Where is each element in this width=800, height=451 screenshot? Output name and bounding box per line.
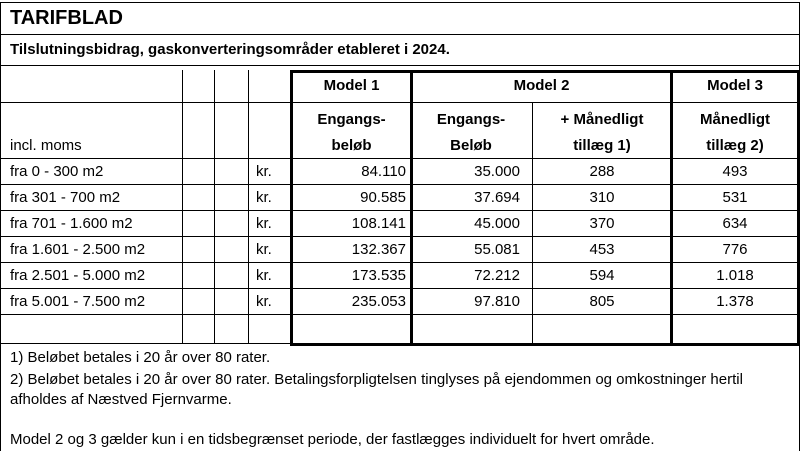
model2-once-line2: Beløb (450, 137, 492, 154)
model1-sub-line1: Engangs- (317, 111, 386, 128)
model2-month-line1: + Månedligt (560, 111, 644, 128)
row-model2-month: 453 (589, 241, 615, 258)
row-model1: 84.110 (361, 163, 406, 180)
grid-line-v1 (182, 70, 183, 343)
title-divider (0, 34, 800, 35)
page-title: TARIFBLAD (10, 7, 123, 29)
model2-month-line2: tillæg 1) (573, 137, 631, 154)
row-unit: kr. (256, 293, 272, 310)
footnote-2-line2: afholdes af Næstved Fjernvarme. (10, 391, 232, 408)
model3-header: Model 3 (707, 77, 763, 94)
row-model3: 531 (722, 189, 748, 206)
row-model1: 235.053 (351, 293, 406, 310)
row-unit: kr. (256, 215, 272, 232)
row-model2-once: 55.081 (474, 241, 520, 258)
row-model1: 108.141 (351, 215, 406, 232)
row-model3: 1.018 (716, 267, 754, 284)
model1-header: Model 1 (323, 77, 380, 94)
row-model2-month: 805 (589, 293, 615, 310)
row-range: fra 701 - 1.600 m2 (10, 215, 133, 232)
model3-line1: Månedligt (700, 111, 770, 128)
row-model2-once: 45.000 (474, 215, 520, 232)
grid-line-v2 (214, 70, 215, 343)
model1-sub-line2: beløb (331, 137, 372, 154)
row-model3: 493 (722, 163, 748, 180)
row-range: fra 1.601 - 2.500 m2 (10, 241, 146, 258)
row-model2-once: 35.000 (474, 163, 520, 180)
row-range: fra 2.501 - 5.000 m2 (10, 267, 146, 284)
row-range: fra 301 - 700 m2 (10, 189, 121, 206)
row-model3: 776 (722, 241, 748, 258)
row-unit: kr. (256, 241, 272, 258)
row-range: fra 5.001 - 7.500 m2 (10, 293, 146, 310)
row-model1: 132.367 (351, 241, 406, 258)
row-model2-month: 310 (589, 189, 615, 206)
footnote-1: 1) Beløbet betales i 20 år over 80 rater. (10, 349, 271, 366)
row-model2-month: 594 (589, 267, 615, 284)
model2-header: Model 2 (513, 77, 570, 94)
subtitle-divider (0, 65, 800, 66)
row-unit: kr. (256, 267, 272, 284)
model-period-note: Model 2 og 3 gælder kun i en tidsbegrænset periode, der fastlægges individuelt for hvert område. (10, 431, 655, 448)
footnote-2-line1: 2) Beløbet betales i 20 år over 80 rater. Betalingsforpligtelsen tinglyses på ejendommen og omkostninger hertil (10, 371, 743, 388)
row-unit: kr. (256, 189, 272, 206)
row-model3: 1.378 (716, 293, 754, 310)
subtitle: Tilslutningsbidrag, gaskonverteringsområder etableret i 2024. (10, 41, 450, 58)
row-unit: kr. (256, 163, 272, 180)
row-model2-month: 288 (589, 163, 615, 180)
row-range: fra 0 - 300 m2 (10, 163, 104, 180)
row-model3: 634 (722, 215, 748, 232)
row-model1: 173.535 (351, 267, 406, 284)
row-model2-once: 72.212 (474, 267, 520, 284)
grid-line-v3 (248, 70, 249, 343)
row-model2-once: 97.810 (474, 293, 520, 310)
row-model2-month: 370 (589, 215, 615, 232)
row-model1: 90.585 (360, 189, 406, 206)
model2-once-line1: Engangs- (436, 111, 506, 128)
incl-moms-label: incl. moms (10, 137, 82, 154)
frame-top (0, 2, 800, 3)
frame-left (0, 2, 1, 451)
model3-line2: tillæg 2) (706, 137, 764, 154)
row-model2-once: 37.694 (474, 189, 520, 206)
